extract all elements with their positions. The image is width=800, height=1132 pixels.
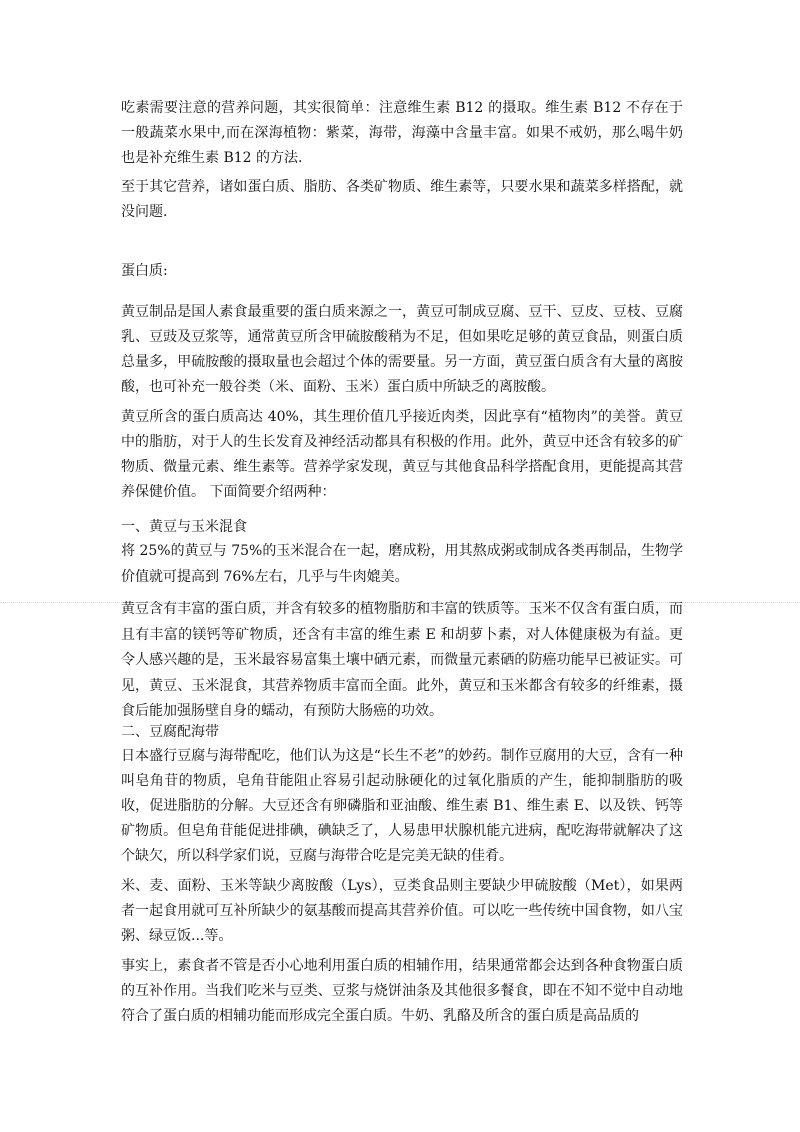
paragraph-amino-acid-complement: 米、麦、面粉、玉米等缺少离胺酸（Lys），豆类食品则主要缺少甲硫胺酸（Met），如果两者一起食用就可互补所缺少的氨基酸而提高其营养价值。可以吃一些传统中国食物，如八宝粥、绿豆饭...等。 [121,878,683,944]
paragraph-soy-corn-ratio: 将 25%的黄豆与 75%的玉米混合在一起，磨成粉，用其熬成粥或制成各类再制品，生物学价值就可提高到 76%左右，几乎与牛肉媲美。 [121,543,683,585]
section-heading-protein: 蛋白质: [121,263,168,279]
subheading-tofu-seaweed: 二、豆腐配海带 [121,724,219,740]
paragraph-soy-corn-benefits: 黄豆含有丰富的蛋白质，并含有较多的植物脂肪和丰富的铁质等。玉米不仅含有蛋白质，而且有丰富的镁钙等矿物质，还含有丰富的维生素 E 和胡萝卜素，对人体健康极为有益。更令人感兴趣的是，玉米最容易富集土壤中硒元素，而微量元素硒的防癌功能早已被证实。可见，黄豆、玉米混食，其营养物质丰富而全面。此外，黄豆和玉米都含有较多的纤维素，摄食后能加强肠壁自身的蠕动，有预防大肠癌的功效。 [121,601,683,719]
paragraph-tofu-seaweed: 日本盛行豆腐与海带配吃，他们认为这是“长生不老”的妙药。制作豆腐用的大豆，含有一种叫皂角苷的物质，皂角苷能阻止容易引起动脉硬化的过氧化脂质的产生，能抑制脂肪的吸收，促进脂肪的分解。大豆还含有卵磷脂和亚油酸、维生素 B1、维生素 E、以及铁、钙等矿物质。但皂角苷能促进排碘，碘缺乏了，人易患甲状腺机能亢进病，配吃海带就解决了这个缺欠，所以科学家们说，豆腐与海带合吃是完美无缺的佳肴。 [121,748,683,864]
paragraph-vitamin-b12: 吃素需要注意的营养问题，其实很简单：注意维生素 B12 的摄取。维生素 B12 不存在于一般蔬菜水果中,而在深海植物：紫菜，海带，海藻中含量丰富。如果不戒奶，那么喝牛奶也是补充维生素 B12 的方法. [121,100,683,166]
paragraph-soy-protein-value: 黄豆所含的蛋白质高达 40%，其生理价值几乎接近肉类，因此享有“植物肉”的美誉。黄豆中的脂肪，对于人的生长发育及神经活动都具有积极的作用。此外，黄豆中还含有较多的矿物质、微量元素、维生素等。营养学家发现，黄豆与其他食品科学搭配食用，更能提高其营养保健价值。 下面简要介绍两种： [121,409,683,500]
paragraph-soy-protein-source: 黄豆制品是国人素食最重要的蛋白质来源之一，黄豆可制成豆腐、豆干、豆皮、豆枝、豆腐乳、豆豉及豆浆等，通常黄豆所含甲硫胺酸稍为不足，但如果吃足够的黄豆食品，则蛋白质总量多，甲硫胺酸的摄取量也会超过个体的需要量。另一方面，黄豆蛋白质含有大量的离胺酸，也可补充一般谷类（米、面粉、玉米）蛋白质中所缺乏的离胺酸。 [121,304,683,395]
paragraph-protein-complementation: 事实上，素食者不管是否小心地利用蛋白质的相辅作用，结果通常都会达到各种食物蛋白质的互补作用。当我们吃米与豆类、豆浆与烧饼油条及其他很多餐食，即在不知不觉中自动地符合了蛋白质的相辅功能而形成完全蛋白质。牛奶、乳酪及所含的蛋白质是高品质的 [121,958,683,1024]
subheading-soy-corn: 一、黄豆与玉米混食 [121,519,247,535]
paragraph-other-nutrients: 至于其它营养，诸如蛋白质、脂肪、各类矿物质、维生素等，只要水果和蔬菜多样搭配，就没问题. [121,179,683,220]
